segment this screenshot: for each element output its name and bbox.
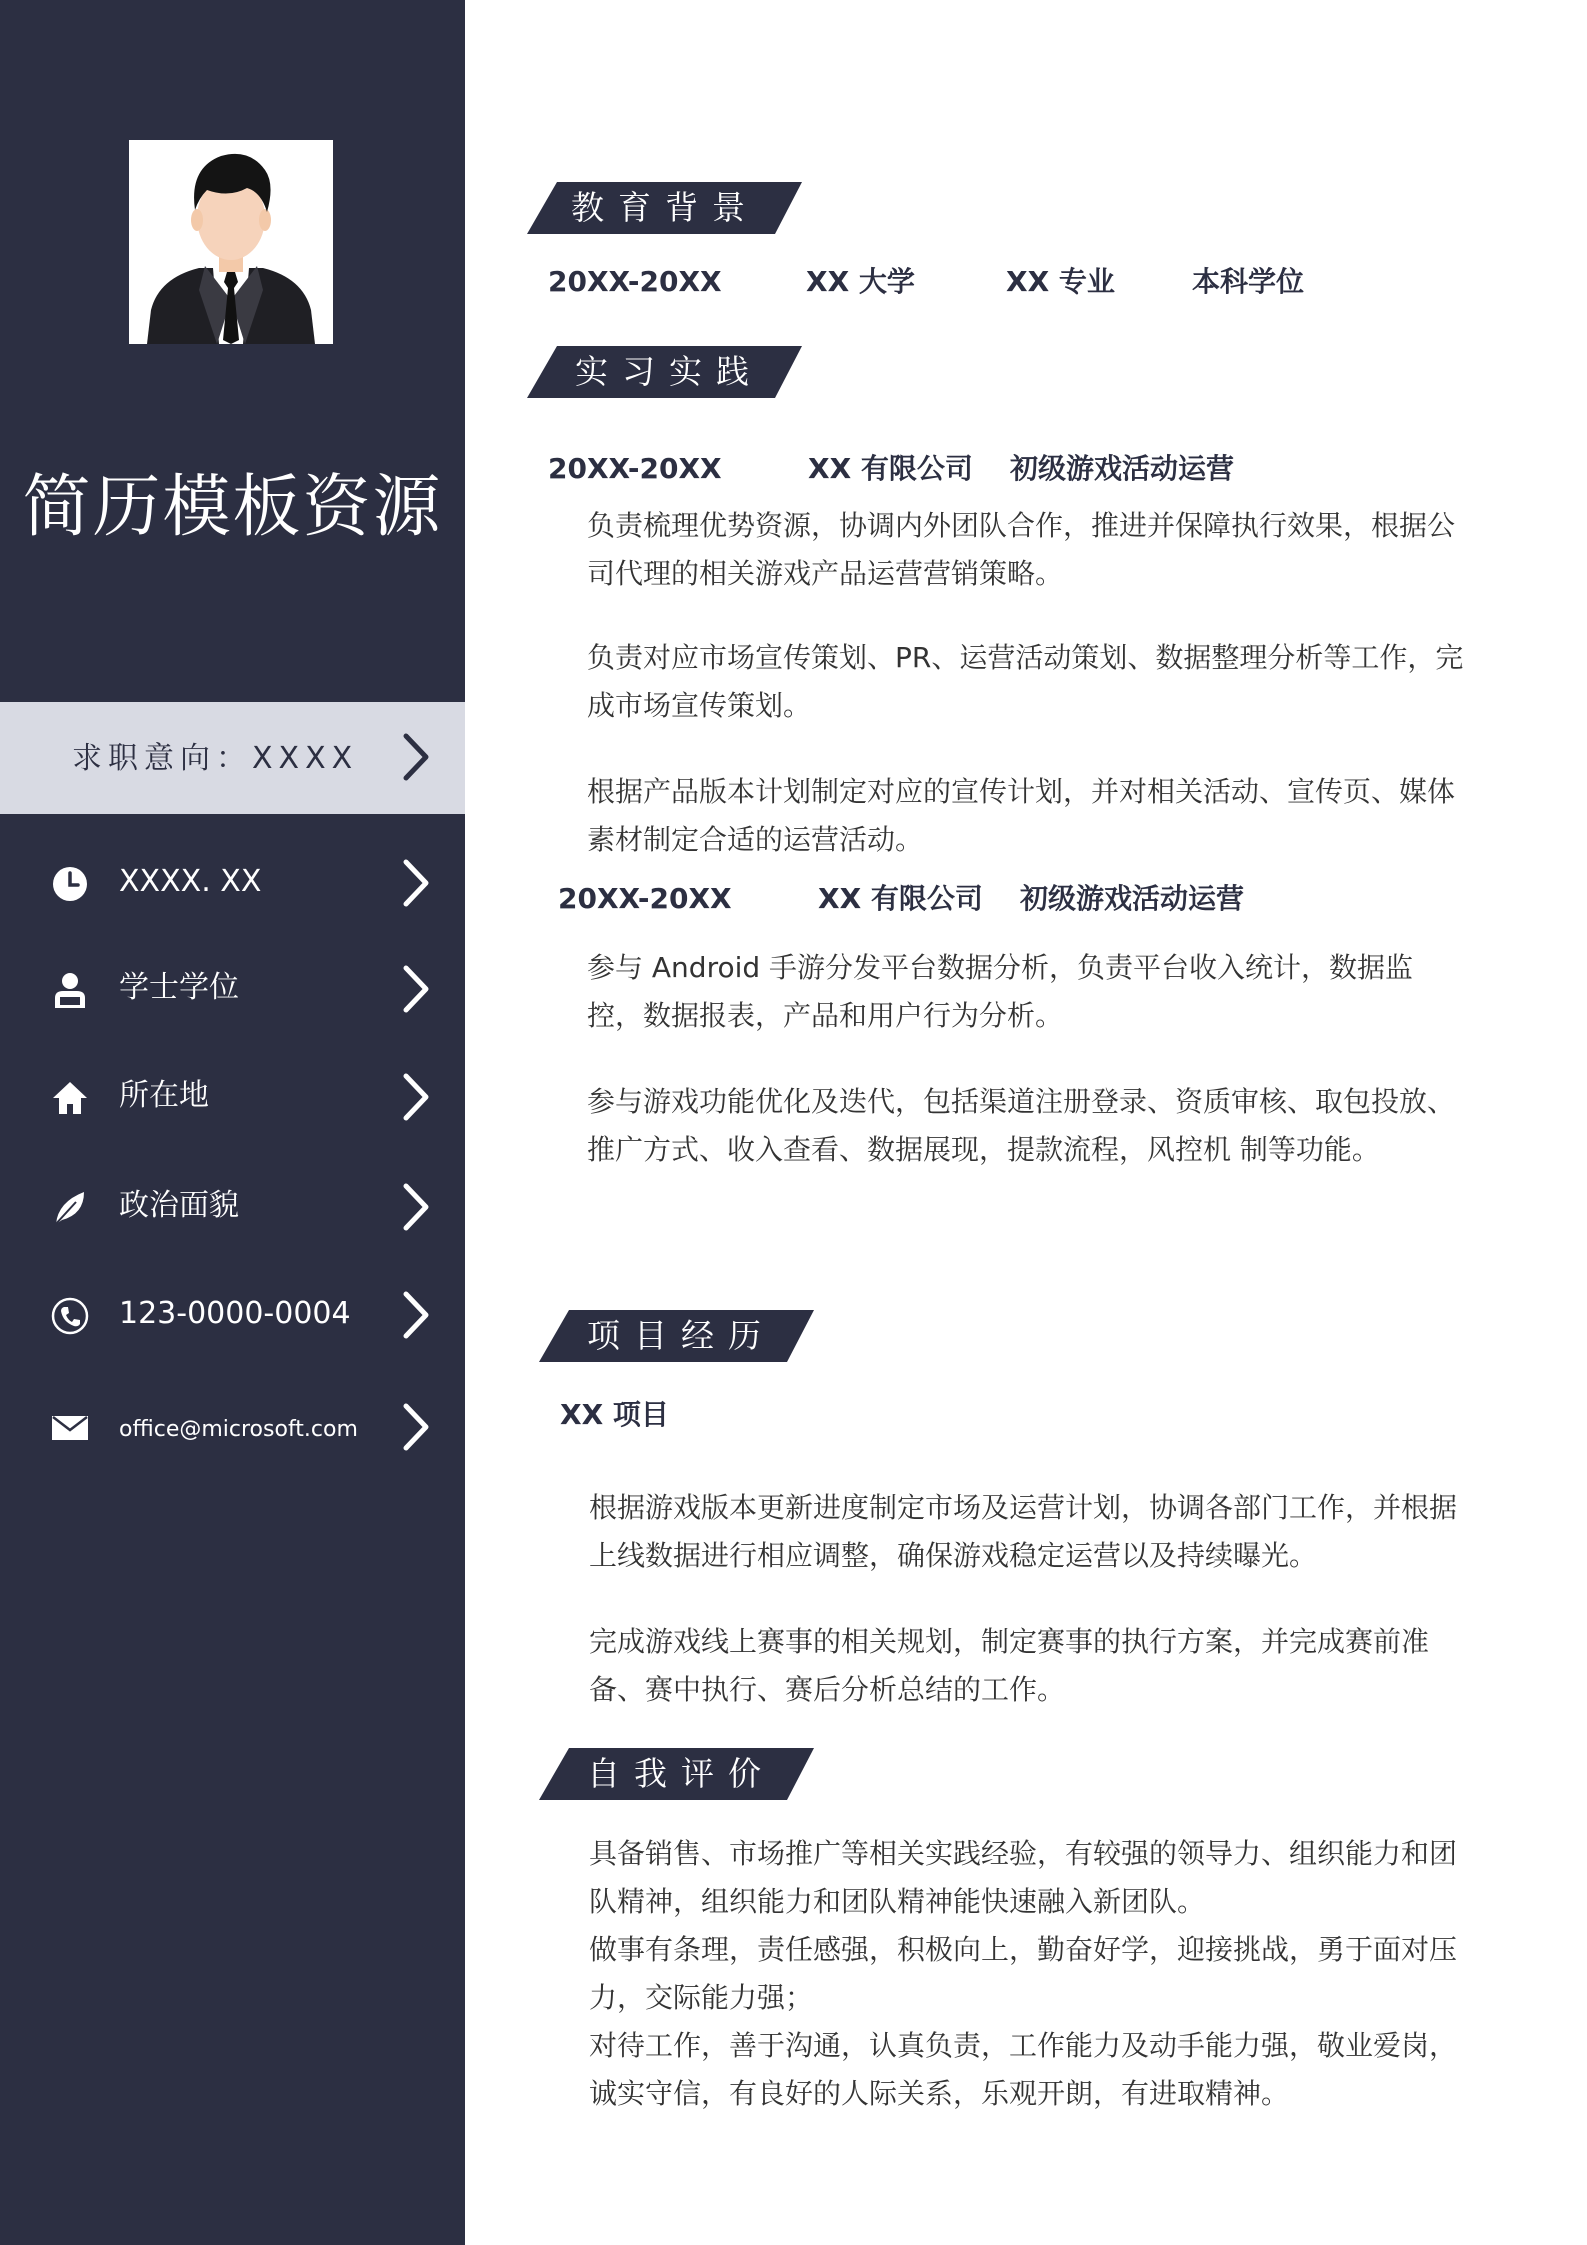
internship-item: 参与 Android 手游分发平台数据分析，负责平台收入统计，数据监控，数据报表，产品和用户行为分析。 bbox=[587, 951, 1414, 1032]
internship-role: 初级游戏活动运营 bbox=[1020, 882, 1245, 915]
internship-date: 20XX-20XX bbox=[558, 882, 732, 915]
project-item: 根据游戏版本更新进度制定市场及运营计划，协调各部门工作，并根据上线数据进行相应调整，确保游戏稳定运营以及持续曝光。 bbox=[589, 1491, 1458, 1572]
chevron-right-icon bbox=[400, 730, 434, 784]
clock-icon bbox=[50, 864, 90, 904]
self-eval-item: 对待工作，善于沟通，认真负责，工作能力及动手能力强，敬业爱岗，诚实守信，有良好的人际关系，乐观开朗，有进取精神。 bbox=[589, 2029, 1458, 2110]
education-major: XX 专业 bbox=[1006, 265, 1115, 298]
self-eval-item: 做事有条理，责任感强，积极向上，勤奋好学，迎接挑战，勇于面对压力，交际能力强； bbox=[589, 1933, 1458, 2014]
section-header-project bbox=[539, 1310, 819, 1362]
education-degree: 本科学位 bbox=[1192, 265, 1305, 298]
info-row-location[interactable] bbox=[0, 1056, 465, 1136]
info-label: 所在地 bbox=[119, 1078, 209, 1113]
chevron-right-icon bbox=[400, 1180, 434, 1234]
internship-company: XX 有限公司 bbox=[818, 882, 983, 915]
user-icon bbox=[50, 970, 90, 1010]
info-label: 政治面貌 bbox=[119, 1188, 239, 1223]
info-row-email[interactable] bbox=[0, 1386, 465, 1466]
internship-company: XX 有限公司 bbox=[808, 452, 973, 485]
chevron-right-icon bbox=[400, 962, 434, 1016]
section-header-education bbox=[527, 182, 807, 234]
info-label: 学士学位 bbox=[119, 970, 239, 1005]
info-row-phone[interactable] bbox=[0, 1274, 465, 1354]
section-header-internship bbox=[527, 346, 807, 398]
leaf-icon bbox=[50, 1188, 90, 1228]
job-intent-label: 求职意向：XXXX bbox=[72, 741, 359, 776]
internship-role: 初级游戏活动运营 bbox=[1010, 452, 1235, 485]
project-item: 完成游戏线上赛事的相关规划，制定赛事的执行方案，并完成赛前准备、赛中执行、赛后分析总结的工作。 bbox=[589, 1625, 1430, 1706]
chevron-right-icon bbox=[400, 1400, 434, 1454]
chevron-right-icon bbox=[400, 1288, 434, 1342]
chevron-right-icon bbox=[400, 856, 434, 910]
internship-item: 参与游戏功能优化及迭代，包括渠道注册登录、资质审核、取包投放、推广方式、收入查看、数据展现，提款流程，风控机 制等功能。 bbox=[587, 1085, 1456, 1166]
info-label: 123-0000-0004 bbox=[119, 1296, 351, 1331]
job-intent-row[interactable] bbox=[0, 702, 465, 814]
phone-icon bbox=[50, 1296, 90, 1336]
profile-photo bbox=[129, 140, 333, 344]
info-row-political[interactable] bbox=[0, 1166, 465, 1246]
info-row-birth[interactable] bbox=[0, 842, 465, 922]
education-school: XX 大学 bbox=[806, 265, 915, 298]
sidebar bbox=[0, 0, 465, 2245]
info-row-degree[interactable] bbox=[0, 948, 465, 1028]
section-title: 项目经历 bbox=[587, 1316, 775, 1355]
section-title: 自我评价 bbox=[587, 1754, 775, 1793]
project-name: XX 项目 bbox=[560, 1398, 669, 1431]
section-title: 教育背景 bbox=[571, 188, 759, 227]
internship-item: 负责对应市场宣传策划、PR、运营活动策划、数据整理分析等工作，完成市场宣传策划。 bbox=[587, 641, 1464, 722]
avatar-illustration bbox=[129, 140, 333, 344]
section-header-self-eval bbox=[539, 1748, 819, 1800]
candidate-name: 简历模板资源 bbox=[22, 468, 443, 547]
education-date: 20XX-20XX bbox=[548, 265, 722, 298]
info-label: XXXX. XX bbox=[119, 864, 262, 899]
info-label: office@microsoft.com bbox=[119, 1417, 358, 1442]
self-eval-item: 具备销售、市场推广等相关实践经验，有较强的领导力、组织能力和团队精神，组织能力和团队精神能快速融入新团队。 bbox=[589, 1837, 1458, 1918]
home-icon bbox=[50, 1078, 90, 1118]
chevron-right-icon bbox=[400, 1070, 434, 1124]
internship-date: 20XX-20XX bbox=[548, 452, 722, 485]
internship-item: 负责梳理优势资源，协调内外团队合作，推进并保障执行效果，根据公司代理的相关游戏产品运营营销策略。 bbox=[587, 509, 1456, 590]
section-title: 实习实践 bbox=[575, 352, 763, 391]
internship-item: 根据产品版本计划制定对应的宣传计划，并对相关活动、宣传页、媒体素材制定合适的运营活动。 bbox=[587, 775, 1456, 856]
mail-icon bbox=[50, 1408, 90, 1448]
